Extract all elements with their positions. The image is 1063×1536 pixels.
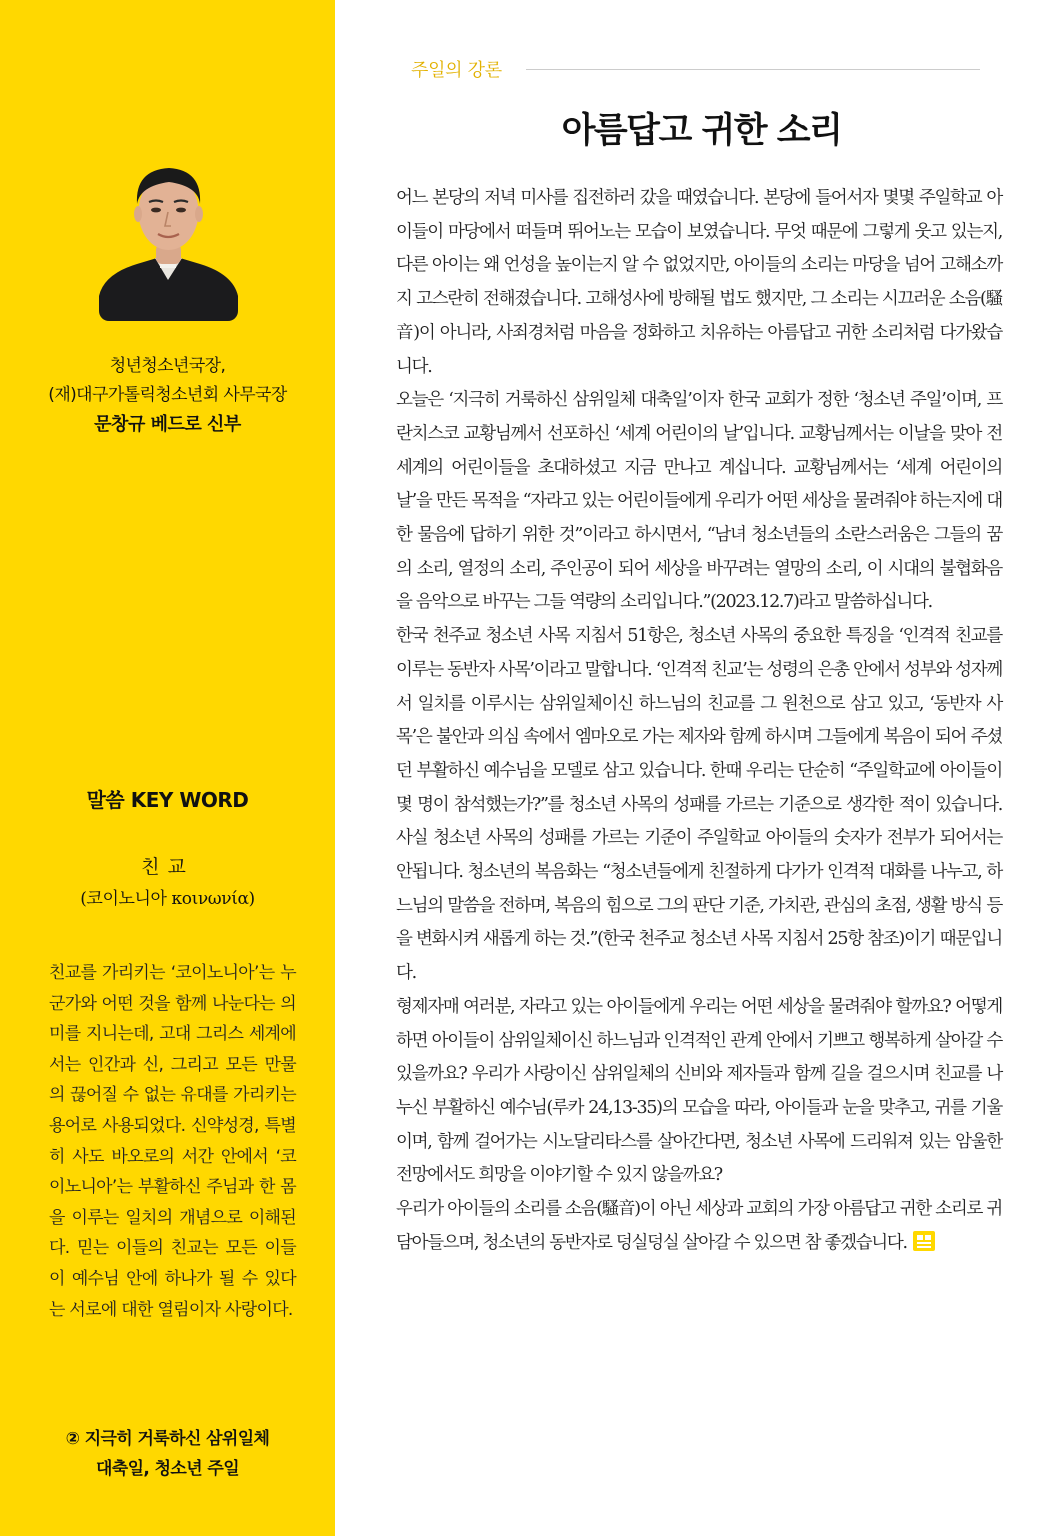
liturgical-date-line-2: 대축일, 청소년 주일 xyxy=(95,1459,240,1479)
article-paragraph-1: 어느 본당의 저녁 미사를 집전하러 갔을 때였습니다. 본당에 들어서자 몇몇 주일학교 아이들이 마당에서 떠들며 뛰어노는 모습이 보였습니다. 무엇 때문에 그렇게 웃고 있는지, 다른 아이는 왜 언성을 높이는지 알 수 없었지만, 아이들의 소리는 마당을 넘어 고해소까지 고스란히 전해졌습니다. 고해성사에 방해될 법도 했지만, 그 소리는 시끄러운 소음(騷音)이 아니라, 사죄경처럼 마음을 정화하고 치유하는 아름답고 귀한 소리처럼 다가왔습니다. xyxy=(396,188,1002,377)
keyword-title: 말씀 KEY WORD xyxy=(86,788,249,812)
keyword-term: 친교 xyxy=(141,856,194,878)
keyword-origin: (코이노니아 κοινωνία) xyxy=(80,889,255,909)
article-paragraph-4: 형제자매 여러분, 자라고 있는 아이들에게 우리는 어떤 세상을 물려줘야 할까요? 어떻게 하면 아이들이 삼위일체이신 하느님과 인격적인 관계 안에서 기쁘고 행복하게 살아갈 수 있을까요? 우리가 사랑이신 삼위일체의 신비와 제자들과 함께 길을 걸으시며 친교를 나누신 부활하신 예수님(루카 24,13-35)의 모습을 따라, 아이들과 눈을 맞추고, 귀를 기울이며, 함께 걸어가는 시노달리타스를 살아간다면, 청소년 사목에 드리워져 있는 암울한 전망에서도 희망을 이야기할 수 있지 않을까요? xyxy=(396,996,1002,1186)
author-portrait-image xyxy=(99,146,238,321)
article-body xyxy=(396,182,1002,1261)
end-mark-icon xyxy=(913,1230,935,1250)
article-paragraph-3: 한국 천주교 청소년 사목 지침서 51항은, 청소년 사목의 중요한 특징을 ‘인격적 친교를 이루는 동반자 사목’이라고 말합니다. ‘인격적 친교’는 성령의 은총 안에서 성부와 성자께서 일치를 이루시는 삼위일체이신 하느님의 친교를 그 원천으로 삼고 있고, ‘동반자 사목’은 불안과 의심 속에서 엠마오로 가는 제자와 함께 하시며 그들에게 복음이 되어 주셨던 부활하신 예수님을 모델로 삼고 있습니다. 한때 우리는 단순히 “주일학교에 아이들이 몇 명이 참석했는가?”를 청소년 사목의 성패를 가르는 기준으로 생각한 적이 있습니다. 사실 청소년 사목의 성패를 가르는 기준이 주일학교 아이들의 숫자가 전부가 되어서는 안됩니다. 청소년의 복음화는 “청소년들에게 친절하게 다가가 인격적 대화를 나누고, 하느님의 말씀을 전하며, 복음의 힘으로 그의 판단 기준, 가치관, 관심의 초점, 생활 방식 등을 변화시켜 새롭게 하는 것.”(한국 천주교 청소년 사목 지침서 25항 참조)이기 때문입니다. xyxy=(396,626,1002,984)
liturgical-date-line-1: ② 지극히 거룩하신 삼위일체 xyxy=(65,1429,270,1449)
article-paragraph-5 xyxy=(396,1193,1002,1260)
sidebar xyxy=(0,0,335,1536)
section-divider xyxy=(526,69,980,70)
article-title: 아름답고 귀한 소리 xyxy=(561,111,842,151)
author-name: 문창규 베드로 신부 xyxy=(94,414,241,435)
author-role-2: (재)대구가톨릭청소년회 사무국장 xyxy=(48,385,287,405)
keyword-description: 친교를 가리키는 ‘코이노니아’는 누군가와 어떤 것을 함께 나눈다는 의미를 지니는데, 고대 그리스 세계에서는 인간과 신, 그리고 모든 만물의 끊어질 수 없는 유대를 가리키는 용어로 사용되었다. 신약성경, 특별히 사도 바오로의 서간 안에서 ‘코이노니아’는 부활하신 주님과 한 몸을 이루는 일치의 개념으로 이해된다. 믿는 이들의 친교는 모든 이들이 예수님 안에 하나가 될 수 있다는 서로에 대한 열림이자 사랑이다. xyxy=(49,963,296,1320)
author-role-1: 청년청소년국장, xyxy=(109,356,226,376)
article-paragraph-2: 오늘은 ‘지극히 거룩하신 삼위일체 대축일’이자 한국 교회가 정한 ‘청소년 주일’이며, 프란치스코 교황님께서 선포하신 ‘세계 어린이의 날’입니다. 교황님께서는 이날을 맞아 전 세계의 어린이들을 초대하셨고 지금 만나고 계십니다. 교황님께서는 ‘세계 어린이의 날’을 만든 목적을 “자라고 있는 어린이들에게 우리가 어떤 세상을 물려줘야 하는지에 대한 물음에 답하기 위한 것”이라고 하시면서, “남녀 청소년들의 소란스러움은 그들의 꿈의 소리, 열정의 소리, 주인공이 되어 세상을 바꾸려는 열망의 소리, 이 시대의 불협화음을 음악으로 바꾸는 그들 역량의 소리입니다.”(2023.12.7)라고 말씀하십니다. xyxy=(396,390,1002,613)
article-paragraph-5-text: 우리가 아이들의 소리를 소음(騷音)이 아닌 세상과 교회의 가장 아름답고 귀한 소리로 귀담아들으며, 청소년의 동반자로 덩실덩실 살아갈 수 있으면 참 좋겠습니다. xyxy=(396,1199,1002,1253)
author-info xyxy=(0,352,335,440)
author-photo xyxy=(99,146,238,321)
liturgical-date xyxy=(0,1424,335,1484)
section-label: 주일의 강론 xyxy=(411,60,502,81)
